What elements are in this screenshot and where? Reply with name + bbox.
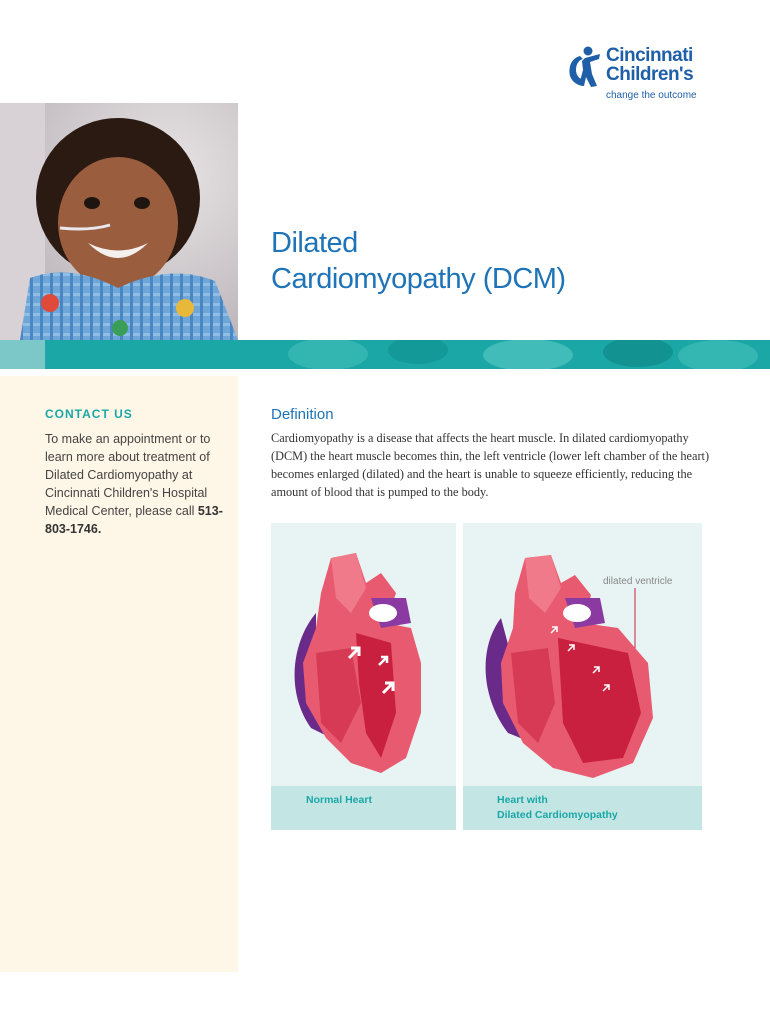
title-line1: Dilated	[271, 227, 358, 259]
dilated-ventricle-label: dilated ventricle	[603, 576, 673, 587]
page-title	[271, 225, 566, 297]
logo-tagline: change the outcome	[606, 90, 697, 101]
normal-heart-panel	[271, 523, 456, 830]
band-left-light	[0, 340, 45, 369]
dcm-heart-illustration	[463, 553, 702, 783]
band-left-dark	[45, 340, 238, 369]
dcm-heart-panel	[463, 523, 702, 830]
title-line2: Cardiomyopathy (DCM)	[271, 263, 566, 295]
contact-text	[45, 430, 225, 538]
definition-heading: Definition	[271, 406, 334, 423]
logo-line2: Children's	[606, 64, 694, 85]
contact-description: To make an appointment or to learn more about treatment of Dilated Cardiomyopathy at Cincinnati Children's Hospital Medical Center, please call	[45, 432, 211, 518]
logo-line1: Cincinnati	[606, 45, 693, 66]
child-photo	[0, 103, 238, 340]
contact-heading: CONTACT US	[45, 407, 133, 421]
dcm-heart-caption-bar	[463, 786, 702, 830]
photo-band	[238, 340, 770, 369]
dcm-caption-line1: Heart with	[497, 794, 548, 806]
definition-body: Cardiomyopathy is a disease that affects the heart muscle. In dilated cardiomyopathy (DCM) the heart muscle becomes thin, the left ventricle (lower left chamber of the heart) becomes enlarged (dilated) and the heart is unable to squeeze efficiently, reducing the amount of blood that is pumped to the body.	[271, 431, 710, 499]
dcm-caption-line2: Dilated Cardiomyopathy	[497, 809, 618, 821]
dcm-heart-caption	[497, 793, 618, 823]
normal-heart-caption: Normal Heart	[306, 794, 372, 806]
logo-figure-icon	[566, 46, 602, 88]
contact-phone: 513-803-1746.	[45, 504, 223, 536]
normal-heart-illustration	[271, 553, 456, 783]
normal-heart-caption-bar	[271, 786, 456, 830]
cincinnati-childrens-logo	[566, 44, 716, 108]
